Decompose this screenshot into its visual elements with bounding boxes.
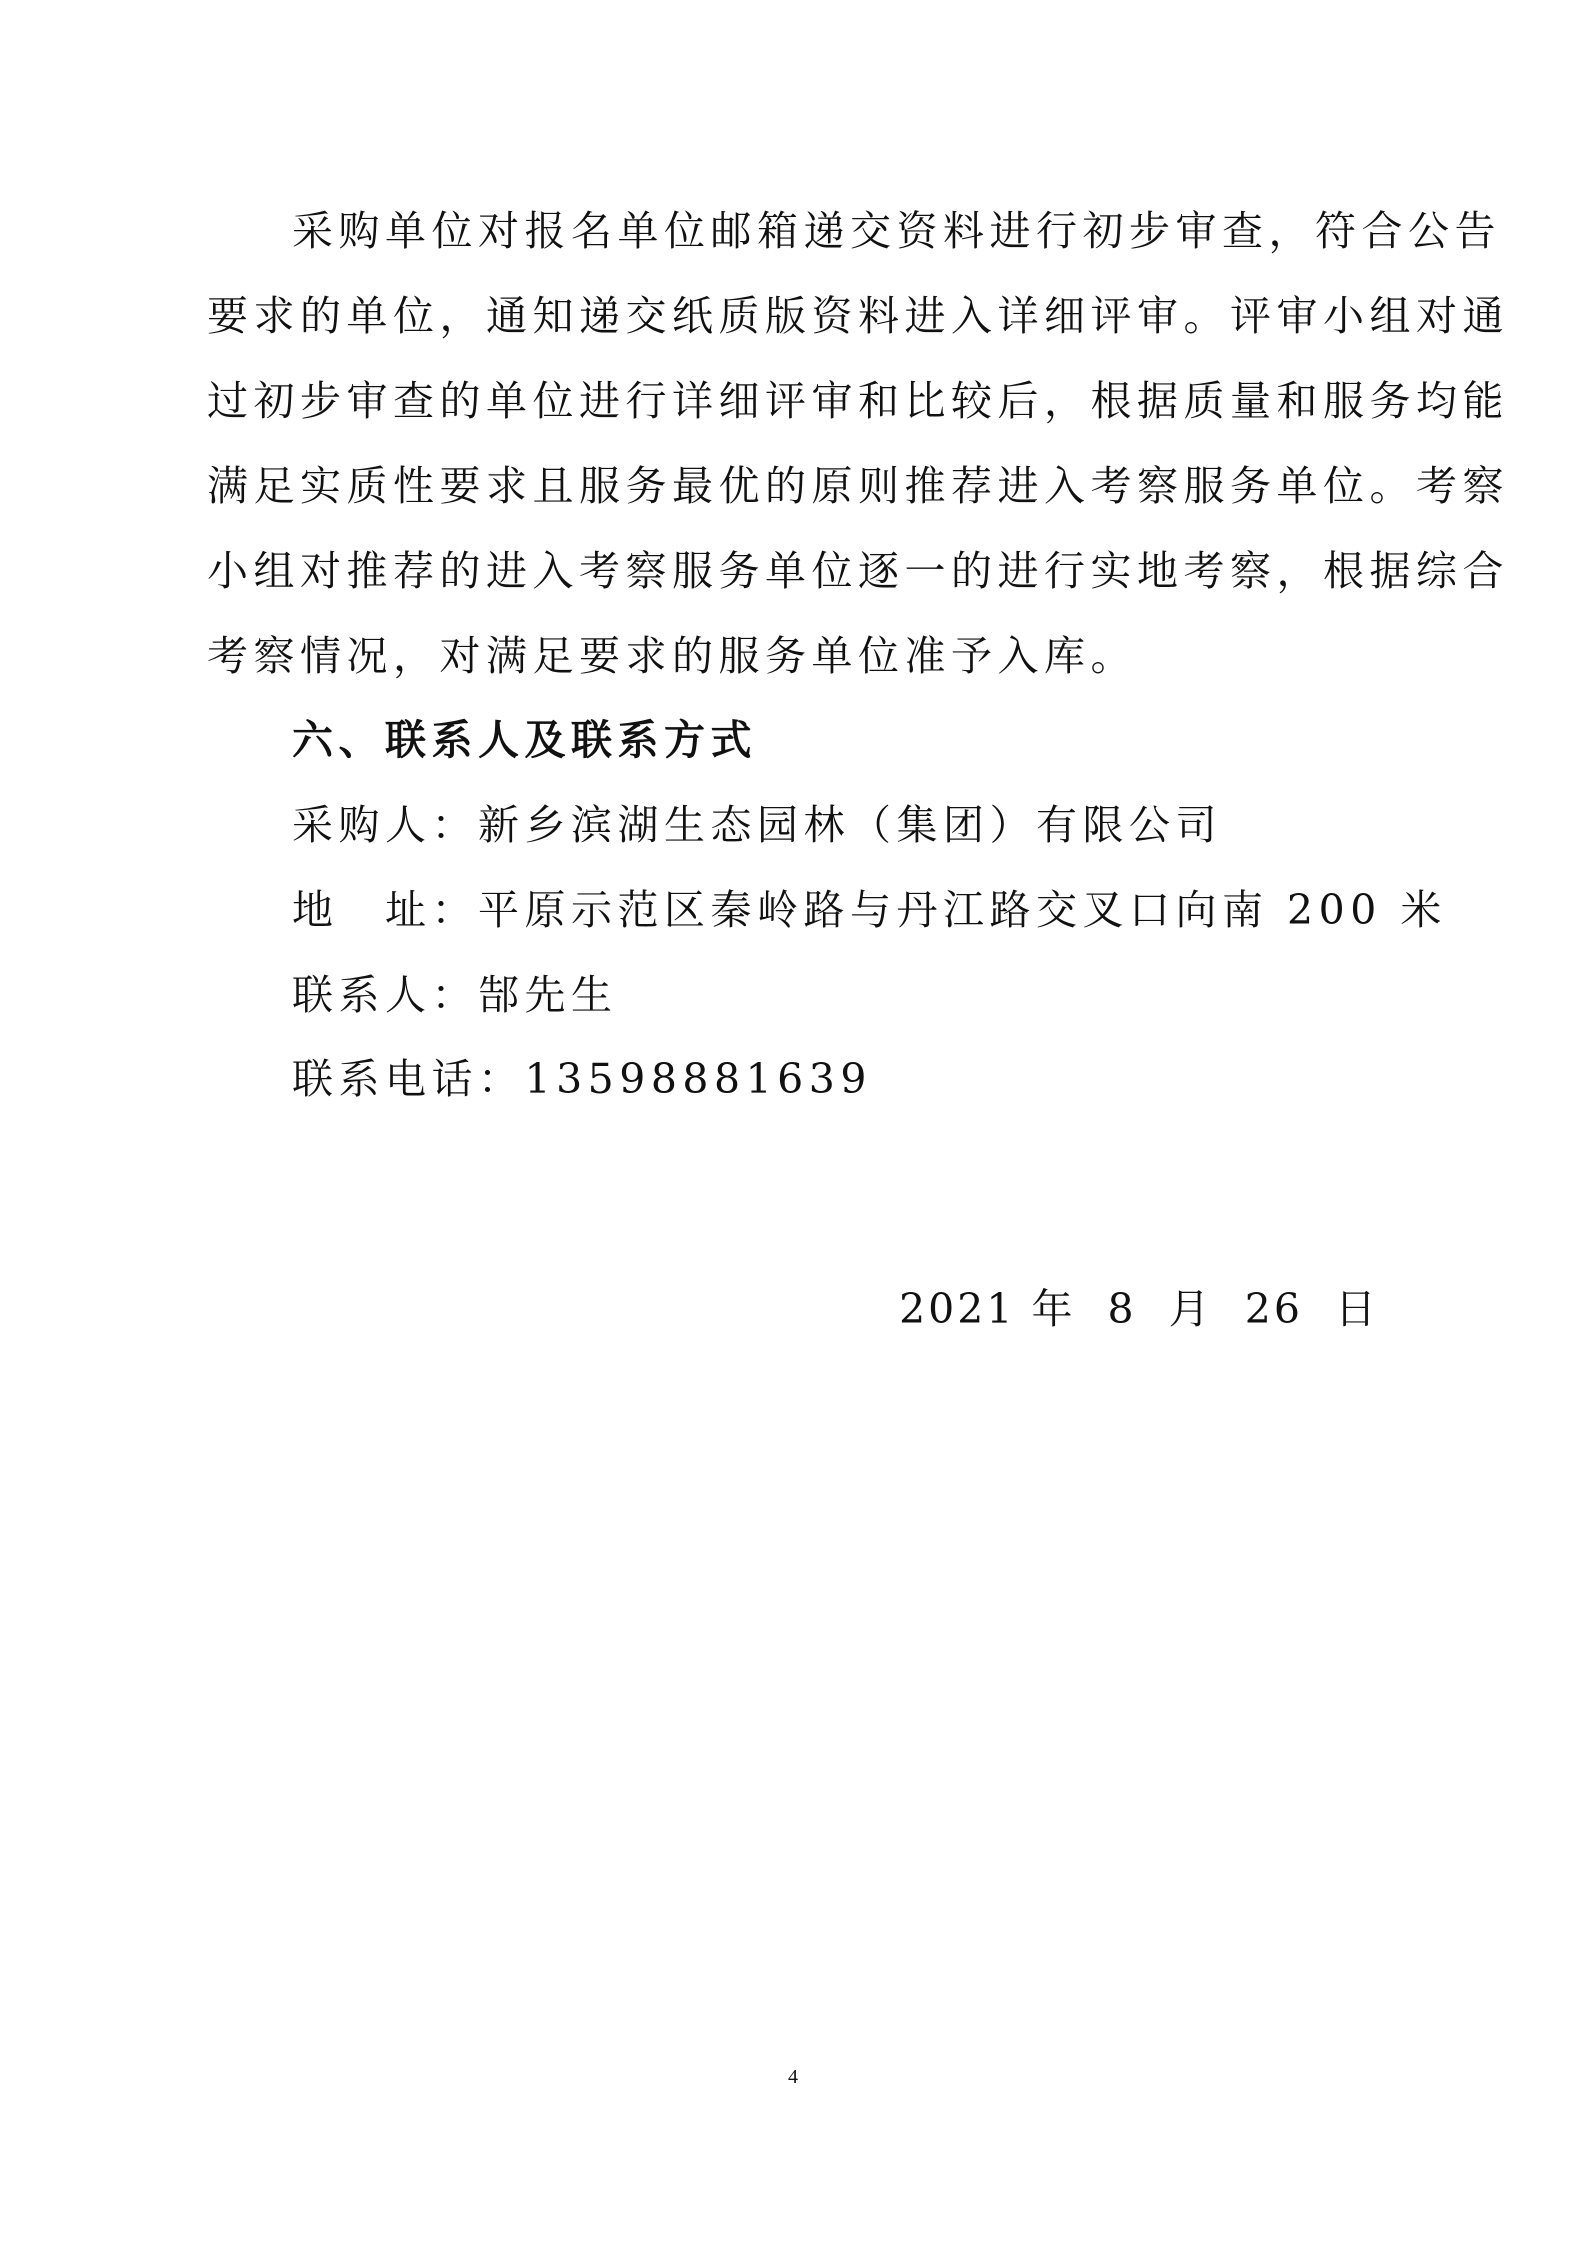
paragraph-line-1: 采购单位对报名单位邮箱递交资料进行初步审查，符合公告 xyxy=(292,207,1501,255)
contact-phone-line: 联系电话：13598881639 xyxy=(292,1055,872,1103)
paragraph-line-6: 考察情况，对满足要求的服务单位准予入库。 xyxy=(207,632,1137,680)
paragraph-line-3: 过初步审查的单位进行详细评审和比较后，根据质量和服务均能 xyxy=(207,377,1509,425)
paragraph-line-2: 要求的单位，通知递交纸质版资料进入详细评审。评审小组对通 xyxy=(207,292,1509,340)
purchaser-line: 采购人：新乡滨湖生态园林（集团）有限公司 xyxy=(292,801,1222,849)
section-heading: 六、联系人及联系方式 xyxy=(292,716,757,764)
contact-person-line: 联系人：郜先生 xyxy=(292,971,618,1019)
document-date: 2021 年 8 月 26 日 xyxy=(899,1285,1379,1333)
paragraph-line-5: 小组对推荐的进入考察服务单位逐一的进行实地考察，根据综合 xyxy=(207,547,1509,595)
address-line: 地 址：平原示范区秦岭路与丹江路交叉口向南 200 米 xyxy=(292,886,1447,934)
paragraph-line-4: 满足实质性要求且服务最优的原则推荐进入考察服务单位。考察 xyxy=(207,462,1509,510)
page-number: 4 xyxy=(788,2066,798,2088)
